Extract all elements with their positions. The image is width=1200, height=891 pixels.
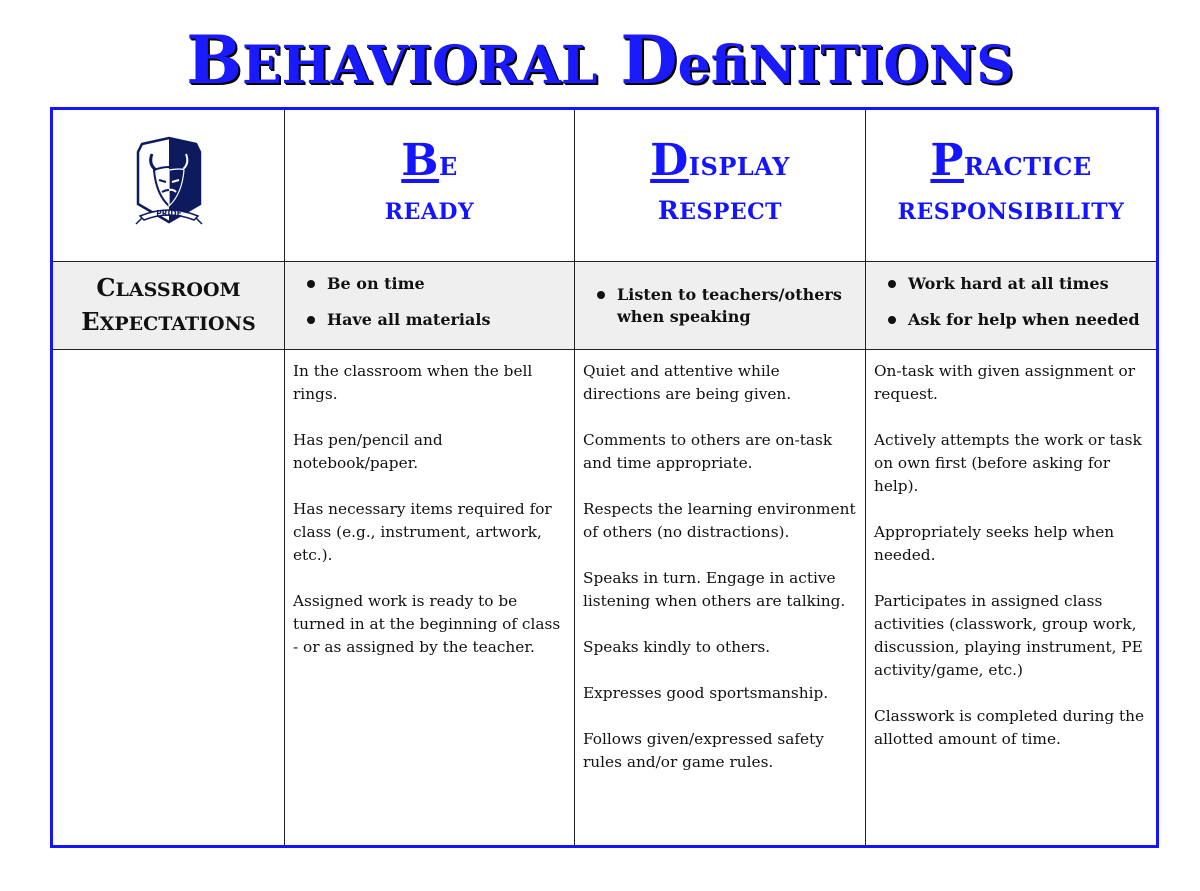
behavior-matrix-table xyxy=(50,107,1159,848)
definition-item: Assigned work is ready to be turned in at the beginning of class - or as assigned by the teacher. xyxy=(293,592,561,656)
definitions-empty-cell xyxy=(52,350,285,847)
definition-item: Follows given/expressed safety rules and/or game rules. xyxy=(583,730,824,771)
expectations-practice-responsibility xyxy=(866,262,1158,350)
page-title xyxy=(0,20,1200,106)
bullet-item: Be on time xyxy=(327,273,574,295)
pillar-word: E xyxy=(438,152,458,181)
pillar-word: RACTICE xyxy=(963,152,1092,181)
expectations-be-ready xyxy=(285,262,575,350)
definitions-be-ready xyxy=(285,350,575,847)
pillar-display-respect: DISPLAY RESPECT xyxy=(575,109,866,262)
pillar-initial: D xyxy=(650,135,689,186)
pillar-initial: B xyxy=(401,135,439,186)
bullet-item: Ask for help when needed xyxy=(908,309,1156,331)
title-word-definitions: efiNITIONS xyxy=(677,35,1014,96)
expectations-display-respect xyxy=(575,262,866,350)
definition-item: Speaks kindly to others. xyxy=(583,638,771,656)
definitions-row xyxy=(52,350,1158,847)
definitions-practice-responsibility xyxy=(866,350,1158,847)
pillar-initial: P xyxy=(930,135,964,186)
definition-item: Comments to others are on-task and time appropriate. xyxy=(583,431,833,472)
pillar-word: ISPLAY xyxy=(688,152,790,181)
definition-item: Actively attempts the work or task on own first (before asking for help). xyxy=(874,431,1142,495)
definition-item: Respects the learning environment of others (no distractions). xyxy=(583,500,856,541)
definition-item: Has necessary items required for class (e.g., instrument, artwork, etc.). xyxy=(293,500,552,564)
title-initial-d: D xyxy=(620,21,678,99)
pillar-subtitle: RESPONSIBILITY xyxy=(897,199,1125,225)
pillar-subtitle: READY xyxy=(384,199,475,225)
definition-item: Has pen/pencil and notebook/paper. xyxy=(293,431,443,472)
logo-cell xyxy=(52,109,285,262)
header-row xyxy=(52,109,1158,262)
definition-item: Appropriately seeks help when needed. xyxy=(874,523,1115,564)
title-initial-b: B xyxy=(186,21,242,99)
devil-shield-logo-icon xyxy=(132,134,206,234)
svg-text:PRIDE: PRIDE xyxy=(155,208,182,218)
bullet-item: Have all materials xyxy=(327,309,574,331)
definitions-display-respect xyxy=(575,350,866,847)
classroom-expectations-label: CLASSROOM EXPECTATIONS xyxy=(52,262,285,350)
definition-item: In the classroom when the bell rings. xyxy=(293,362,533,403)
definition-item: Quiet and attentive while directions are being given. xyxy=(583,362,792,403)
definition-item: Expresses good sportsmanship. xyxy=(583,684,829,702)
pillar-be-ready xyxy=(285,109,575,262)
pillar-practice-responsibility xyxy=(866,109,1158,262)
bullet-item: Listen to teachers/others when speaking xyxy=(617,284,865,328)
title-word-behavioral: EHAVIORAL xyxy=(242,35,598,96)
definition-item: Classwork is completed during the allotted amount of time. xyxy=(874,707,1145,748)
definition-item: Speaks in turn. Engage in active listening when others are talking. xyxy=(583,569,846,610)
bullet-item: Work hard at all times xyxy=(908,273,1156,295)
classroom-expectations-row xyxy=(52,262,1158,350)
definition-item: Participates in assigned class activities (classwork, group work, discussion, playing instrument, PE activity/game, etc.) xyxy=(874,592,1143,679)
definition-item: On-task with given assignment or request. xyxy=(874,362,1136,403)
pillar-subtitle: ESPECT xyxy=(679,199,783,225)
